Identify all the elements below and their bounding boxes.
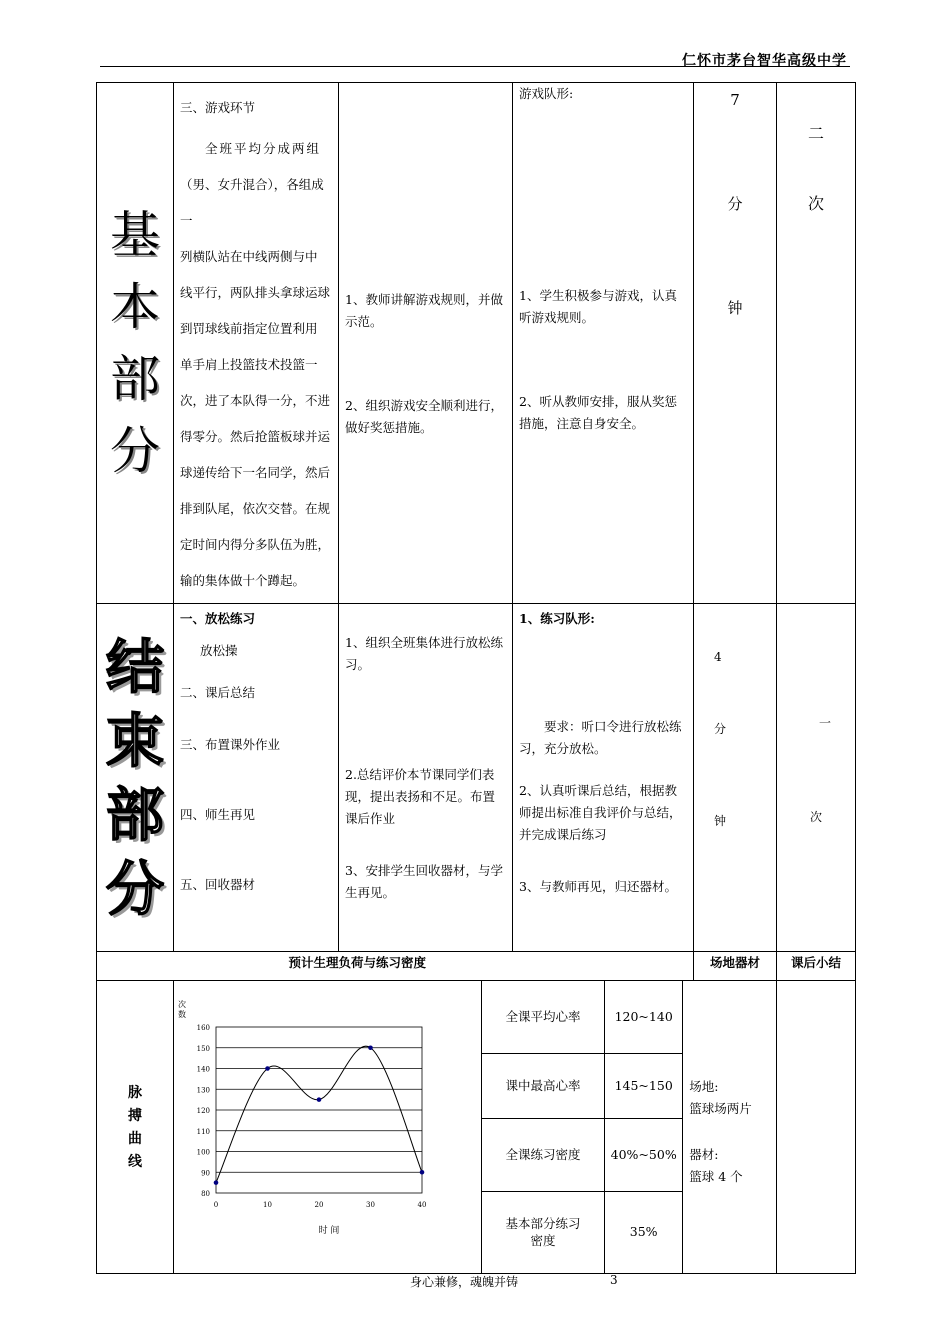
times-value: 二 [807,124,824,143]
time-unit: 分 [714,722,727,736]
pulse-line [216,1046,422,1182]
end-item: 一、放松练习 [180,611,256,626]
y-axis-label: 数 [178,1010,186,1019]
section-char: 本 [110,278,160,336]
pulse-char: 搏 [128,1107,142,1123]
time-unit: 钟 [714,814,727,828]
data-point [265,1066,270,1071]
teacher-step: 3、安排学生回收器材，与学生再见。 [345,863,503,900]
x-tick-label: 0 [213,1201,219,1209]
pulse-char: 脉 [128,1084,142,1100]
section-char: 部 [110,350,160,408]
summary-header: 课后小结 [777,952,856,981]
times-value: 一 [818,716,831,730]
data-point [420,1170,425,1175]
student-step: 1、学生积极参与游戏，认真听游戏规则。 [519,288,677,325]
pulse-char: 线 [128,1153,142,1169]
y-tick-label: 140 [196,1065,210,1074]
metric-value: 120~140 [605,981,683,1054]
content-line: 次，进了本队得一分，不进 [180,393,331,408]
end-content [174,604,339,952]
section-char: 结 [105,632,164,701]
venue-value: 篮球场两片 [689,1101,752,1116]
footer-motto: 身心兼修，魂魄并铸 [410,1275,519,1289]
basic-student [513,83,694,604]
times-unit: 次 [807,194,824,213]
y-tick-label: 160 [196,1024,210,1032]
basic-teacher [339,83,513,604]
end-teacher [339,604,513,952]
section-char: 分 [110,422,160,480]
content-line: 到罚球线前指定位置利用 [180,321,318,336]
basic-time [694,83,777,604]
teacher-step: 1、组织全班集体进行放松练习。 [345,635,503,672]
end-item: 三、布置课外作业 [180,737,281,752]
load-inner-cell [174,981,777,1274]
end-section-title [97,604,174,952]
metric-label: 全课平均心率 [481,981,604,1054]
pulse-char: 曲 [128,1130,142,1146]
end-item: 四、师生再见 [180,807,256,822]
content-line: 得零分。然后抢篮板球并运 [180,429,331,444]
x-axis-label: 时 间 [318,1226,340,1236]
lesson-plan-table [96,82,856,1274]
venue-label: 场地: [689,1079,719,1094]
content-line: 列横队站在中线两侧与中 [180,249,318,264]
school-name: 仁怀市茅台智华高级中学 [682,53,847,69]
y-tick-label: 100 [196,1148,210,1157]
time-unit: 分 [727,195,743,213]
load-title-spacer [513,952,694,981]
student-step: 2、听从教师安排，服从奖惩措施，注意自身安全。 [519,394,677,431]
formation-label: 1、练习队形: [519,611,595,626]
content-line: 球递传给下一名同学，然后 [180,465,331,480]
x-tick-label: 30 [366,1201,375,1209]
end-times [777,604,856,952]
y-tick-label: 150 [196,1044,210,1053]
y-tick-label: 130 [196,1086,210,1095]
data-point [317,1097,322,1102]
pulse-chart-cell [174,981,481,1273]
content-line: 线平行，两队排头拿球运球 [180,285,331,300]
metric-label: 基本部分练习密度 [481,1191,604,1273]
y-axis-label: 次 [178,1000,186,1009]
x-tick-label: 10 [263,1201,272,1209]
load-row [97,981,856,1274]
end-item-sub: 放松操 [200,643,238,658]
basic-section-title [97,83,174,604]
student-requirement: 要求：听口令进行放松练习，充分放松。 [519,719,682,756]
metric-label: 课中最高心率 [481,1054,604,1119]
teacher-step: 1、教师讲解游戏规则，并做示范。 [345,292,503,329]
equipment-value: 篮球 4 个 [689,1169,743,1184]
teacher-step: 2.总结评价本节课同学们表现，提出表扬和不足。布置课后作业 [345,767,496,826]
content-line: 定时间内得分多队伍为胜， [180,537,331,552]
content-line: 排到队尾，依次交替。在规 [180,501,331,516]
basic-content [174,83,339,604]
y-tick-label: 120 [196,1107,210,1115]
y-tick-label: 90 [201,1169,210,1178]
times-unit: 次 [809,810,822,824]
end-item: 五、回收器材 [180,877,256,892]
header-rule [100,66,850,67]
end-student [513,604,694,952]
content-line: 全班平均分成两组 [205,141,322,156]
page-number: 3 [610,1273,618,1287]
basic-section-row [97,83,856,604]
pulse-label [97,981,174,1274]
end-section-row [97,604,856,952]
content-line: 输的集体做十个蹲起。 [180,573,306,588]
time-value: 4 [714,650,722,664]
equipment-header: 场地器材 [694,952,777,981]
x-tick-label: 40 [417,1201,427,1209]
student-step: 2、认真听课后总结，根据教师提出标准自我评价与总结，并完成课后练习 [519,783,682,842]
content-line: 单手肩上投篮技术投篮一 [180,357,318,372]
venue-equipment [683,981,776,1273]
summary-cell [777,981,856,1274]
formation-label: 游戏队形: [519,86,574,101]
student-step: 3、与教师再见，归还器材。 [519,879,677,894]
load-header-row [97,952,856,981]
data-point [214,1180,219,1185]
time-unit: 钟 [727,299,743,317]
section-char: 分 [105,854,164,923]
end-item: 二、课后总结 [180,685,256,700]
load-inner-table [174,981,776,1273]
content-line: （男、女升混合），各组成一 [180,177,324,228]
metric-value: 35% [605,1191,683,1273]
end-time [694,604,777,952]
equipment-label: 器材: [689,1147,719,1162]
y-tick-label: 80 [201,1190,210,1198]
metric-value: 40%~50% [605,1118,683,1191]
section-char: 束 [105,706,164,775]
section-char: 基 [110,206,160,264]
load-title: 预计生理负荷与练习密度 [97,952,513,981]
metric-label: 全课练习密度 [481,1118,604,1191]
content-title: 三、游戏环节 [180,100,256,115]
time-value: 7 [730,91,740,109]
pulse-chart [174,981,459,1266]
data-point [368,1045,373,1050]
metric-value: 145~150 [605,1054,683,1119]
basic-times [777,83,856,604]
y-tick-label: 110 [196,1127,210,1136]
x-tick-label: 20 [314,1201,324,1209]
teacher-step: 2、组织游戏安全顺利进行，做好奖惩措施。 [345,398,503,435]
section-char: 部 [105,780,164,849]
